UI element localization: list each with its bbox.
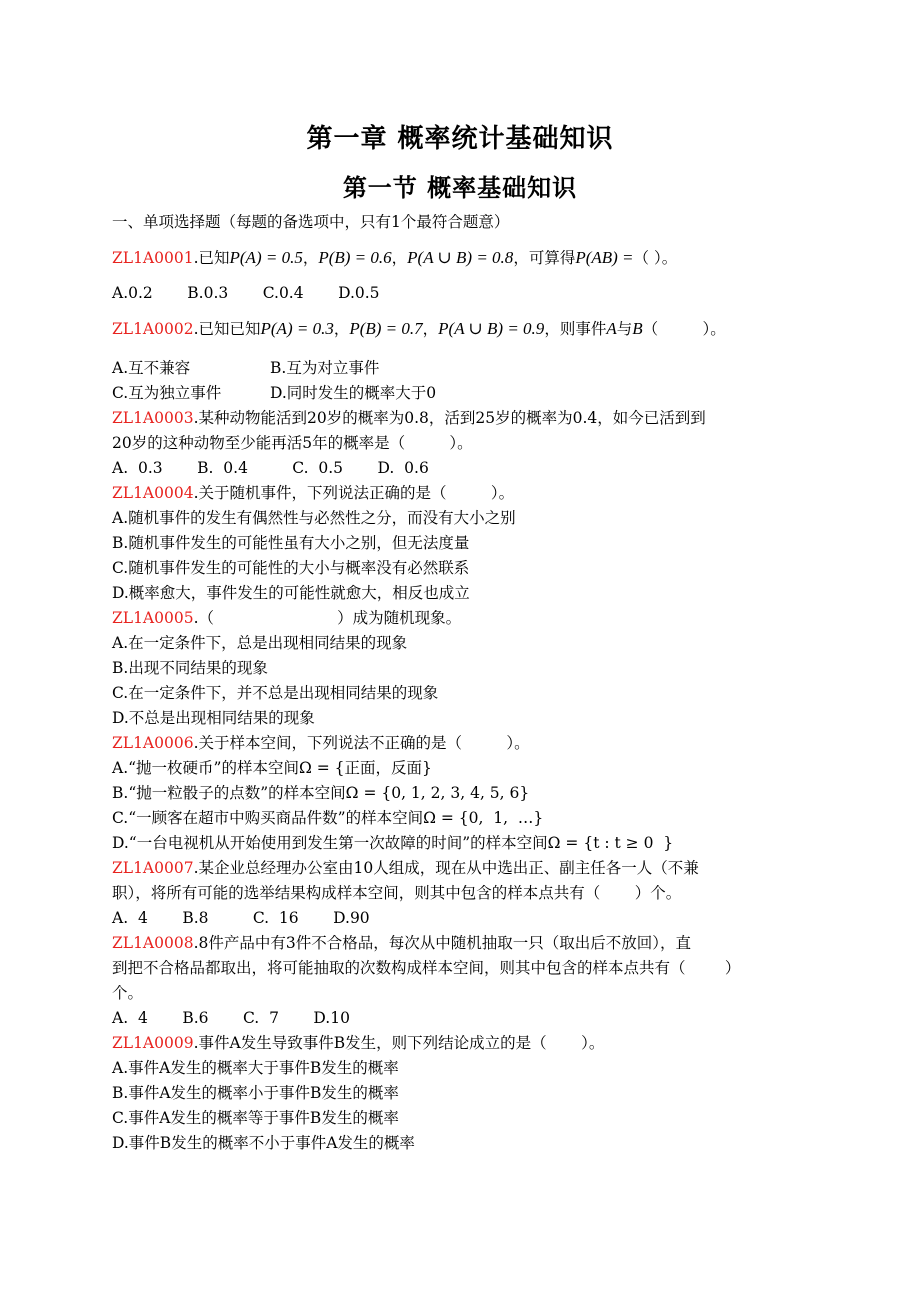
question-4-option-b: B.随机事件发生的可能性虽有大小之别，但无法度量 xyxy=(112,534,470,552)
question-9-option-d: D.事件B发生的概率不小于事件A发生的概率 xyxy=(112,1134,415,1152)
question-4-option-c: C.随机事件发生的可能性的大小与概率没有必然联系 xyxy=(112,559,470,577)
question-9-option-c: C.事件A发生的概率等于事件B发生的概率 xyxy=(112,1109,399,1127)
question-5: ZL1A0005.（ ）成为随机现象。 xyxy=(112,609,462,627)
question-6-option-b: B.“抛一粒骰子的点数”的样本空间Ω = {0, 1, 2, 3, 4, 5, 6} xyxy=(112,784,530,802)
question-code: ZL1A0004 xyxy=(112,484,194,502)
question-code: ZL1A0009 xyxy=(112,1034,194,1052)
question-8-options: A. 4 B.6 C. 7 D.10 xyxy=(112,1009,350,1027)
question-2-options-row2: C.互为独立事件 D.同时发生的概率大于0 xyxy=(112,384,437,402)
question-6-option-c: C.“一顾客在超市中购买商品件数”的样本空间Ω = {0, 1, …} xyxy=(112,809,544,827)
question-2-options-row1: A.互不兼容 B.互为对立事件 xyxy=(112,359,380,377)
question-5-option-c: C.在一定条件下，并不总是出现相同结果的现象 xyxy=(112,684,439,702)
question-9-option-b: B.事件A发生的概率小于事件B发生的概率 xyxy=(112,1084,399,1102)
question-9: ZL1A0009.事件A发生导致事件B发生，则下列结论成立的是（ ）。 xyxy=(112,1034,605,1052)
part-heading: 一、单项选择题（每题的备选项中，只有1个最符合题意） xyxy=(112,213,510,231)
question-code: ZL1A0005 xyxy=(112,609,194,627)
question-2: ZL1A0002.已知已知P(A) = 0.3，P(B) = 0.7，P(A ∪ B) = 0.9，则事件A与B（ ）。 xyxy=(112,319,726,338)
question-5-option-b: B.出现不同结果的现象 xyxy=(112,659,268,677)
question-code: ZL1A0006 xyxy=(112,734,194,752)
question-3: ZL1A0003.某种动物能活到20岁的概率为0.8，活到25岁的概率为0.4，如今已活到到 xyxy=(112,409,706,427)
question-1: ZL1A0001.已知P(A) = 0.5，P(B) = 0.6，P(A ∪ B) = 0.8，可算得P(AB) =（ ）。 xyxy=(112,248,678,267)
question-7-options: A. 4 B.8 C. 16 D.90 xyxy=(112,909,370,927)
question-8-line2: 到把不合格品都取出，将可能抽取的次数构成样本空间，则其中包含的样本点共有（ ） xyxy=(112,959,741,977)
question-8-line3: 个。 xyxy=(112,984,144,1002)
question-6-option-a: A.“抛一枚硬币”的样本空间Ω = {正面，反面} xyxy=(112,759,432,777)
question-8: ZL1A0008.8件产品中有3件不合格品，每次从中随机抽取一只（取出后不放回），直 xyxy=(112,934,691,952)
question-3-line2: 20岁的这种动物至少能再活5年的概率是（ ）。 xyxy=(112,434,473,452)
question-code: ZL1A0003 xyxy=(112,409,194,427)
question-9-option-a: A.事件A发生的概率大于事件B发生的概率 xyxy=(112,1059,399,1077)
question-6-option-d: D.“一台电视机从开始使用到发生第一次故障的时间”的样本空间Ω = {t : t ≥ 0 } xyxy=(112,834,674,852)
question-5-option-a: A.在一定条件下，总是出现相同结果的现象 xyxy=(112,634,408,652)
question-7: ZL1A0007.某企业总经理办公室由10人组成，现在从中选出正、副主任各一人（不兼 xyxy=(112,859,699,877)
question-code: ZL1A0008 xyxy=(112,934,194,952)
question-4-option-d: D.概率愈大，事件发生的可能性就愈大，相反也成立 xyxy=(112,584,470,602)
question-1-options: A.0.2 B.0.3 C.0.4 D.0.5 xyxy=(112,284,380,302)
question-code: ZL1A0001 xyxy=(112,249,194,267)
question-4-option-a: A.随机事件的发生有偶然性与必然性之分，而没有大小之别 xyxy=(112,509,516,527)
section-title: 第一节 概率基础知识 xyxy=(342,174,578,202)
question-6: ZL1A0006.关于样本空间，下列说法不正确的是（ ）。 xyxy=(112,734,530,752)
question-code: ZL1A0002 xyxy=(112,320,194,338)
question-3-options: A. 0.3 B. 0.4 C. 0.5 D. 0.6 xyxy=(112,459,429,477)
question-4: ZL1A0004.关于随机事件，下列说法正确的是（ ）。 xyxy=(112,484,515,502)
question-code: ZL1A0007 xyxy=(112,859,194,877)
question-5-option-d: D.不总是出现相同结果的现象 xyxy=(112,709,315,727)
chapter-title: 第一章 概率统计基础知识 xyxy=(306,124,614,154)
question-7-line2: 职），将所有可能的选举结果构成样本空间，则其中包含的样本点共有（ ）个。 xyxy=(112,884,682,902)
question-list xyxy=(112,210,832,1156)
